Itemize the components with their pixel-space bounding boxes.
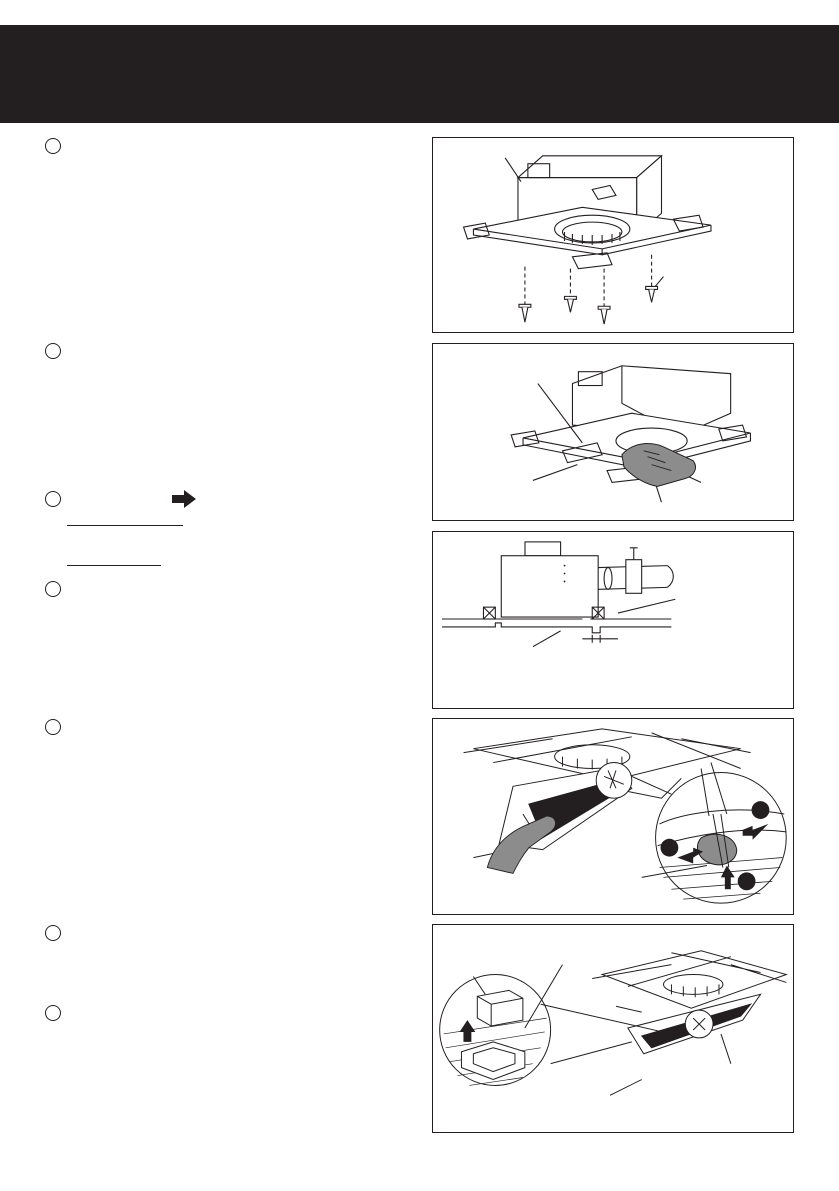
step-marker-5 — [45, 719, 61, 735]
grille-attachment-illustration — [433, 719, 793, 914]
step-marker-2 — [45, 343, 61, 359]
underline-rule-1 — [67, 525, 183, 526]
step-marker-7 — [45, 1005, 61, 1021]
step-marker-1 — [45, 138, 61, 154]
step-marker-4 — [45, 581, 61, 597]
header-bar — [0, 25, 839, 123]
figure-grille-attachment — [432, 718, 794, 915]
screw-mounting-illustration — [433, 138, 793, 332]
connector-illustration — [433, 925, 793, 1132]
figure-screw-mounting — [432, 137, 794, 333]
ceiling-section-illustration — [433, 532, 793, 708]
step-marker-6 — [45, 925, 61, 941]
figure-connector — [432, 924, 794, 1133]
underline-rule-2 — [67, 565, 161, 566]
figure-ceiling-section — [432, 531, 794, 709]
arrow-right-icon — [171, 489, 197, 509]
figure-hand-wiring — [432, 343, 794, 521]
step-marker-3 — [45, 491, 61, 507]
hand-wiring-illustration — [433, 344, 793, 520]
